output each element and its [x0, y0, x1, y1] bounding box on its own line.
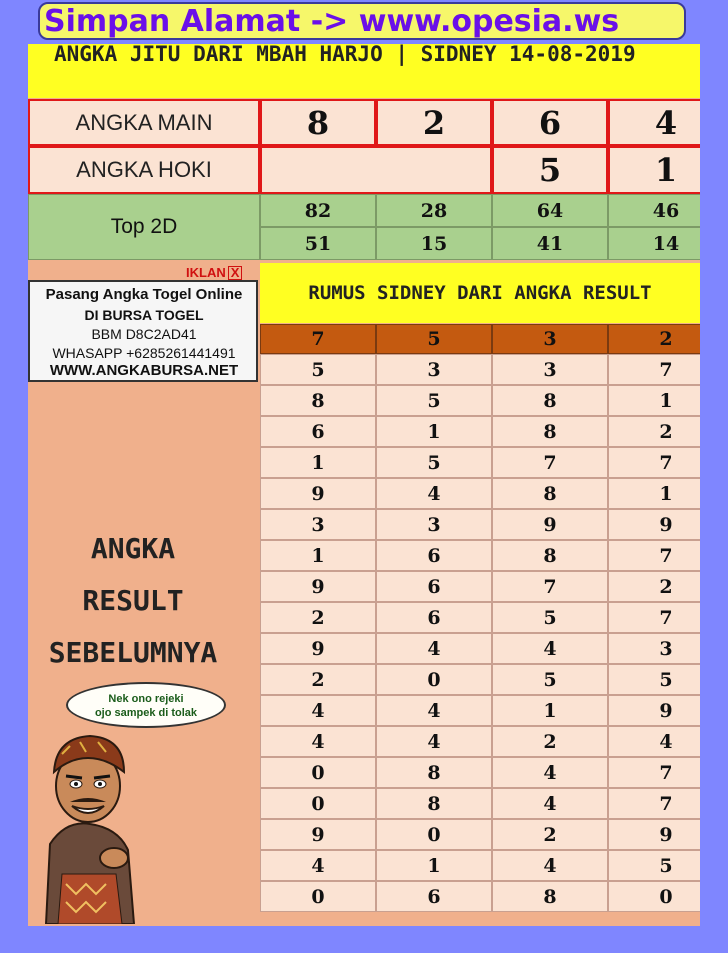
ad-line: DI BURSA TOGEL — [84, 307, 204, 323]
rumus-cell: 0 — [376, 664, 492, 695]
angka-hoki-label: ANGKA HOKI — [28, 146, 260, 194]
banner-text: Simpan Alamat -> www.opesia.ws — [44, 4, 620, 39]
rumus-header-cell: 5 — [376, 324, 492, 354]
bubble-line: ojo sampek di tolak — [94, 707, 198, 719]
bubble-line: Nek ono rejeki — [108, 693, 184, 705]
rumus-cell: 5 — [260, 354, 376, 385]
rumus-cell: 7 — [492, 447, 608, 478]
table-row — [28, 478, 700, 509]
rumus-cell: 1 — [376, 416, 492, 447]
rumus-cell: 4 — [376, 478, 492, 509]
angka-hoki-value: 5 — [492, 146, 608, 194]
rumus-cell: 8 — [492, 385, 608, 416]
rumus-cell: 9 — [608, 819, 700, 850]
ad-tag — [186, 266, 242, 280]
rumus-cell: 5 — [492, 664, 608, 695]
rumus-cell: 7 — [608, 540, 700, 571]
rumus-cell: 0 — [260, 881, 376, 912]
top2d-value: 14 — [608, 227, 700, 260]
rumus-cell: 9 — [260, 819, 376, 850]
result-label-line: ANGKA — [90, 532, 176, 565]
rumus-cell: 1 — [376, 850, 492, 881]
rumus-header-row — [28, 324, 700, 354]
ad-line: Pasang Angka Togel Online — [45, 286, 243, 303]
top2d-value: 82 — [260, 194, 376, 227]
rumus-header-cell: 3 — [492, 324, 608, 354]
rumus-cell: 4 — [260, 695, 376, 726]
rumus-cell: 7 — [492, 571, 608, 602]
top2d-label: Top 2D — [28, 194, 260, 260]
rumus-cell: 1 — [608, 478, 700, 509]
top2d-value: 41 — [492, 227, 608, 260]
rumus-cell: 5 — [376, 385, 492, 416]
rumus-cell: 4 — [260, 726, 376, 757]
rumus-cell: 7 — [608, 788, 700, 819]
ad-tag-label: IKLAN — [186, 265, 226, 280]
rumus-cell: 4 — [608, 726, 700, 757]
rumus-cell: 4 — [492, 850, 608, 881]
ad-line: BBM D8C2AD41 — [91, 326, 197, 342]
prediction-sheet — [28, 44, 700, 926]
rumus-cell: 3 — [608, 633, 700, 664]
rumus-cell: 9 — [260, 571, 376, 602]
rumus-cell: 8 — [492, 881, 608, 912]
rumus-cell: 6 — [260, 416, 376, 447]
rumus-cell: 4 — [492, 788, 608, 819]
rumus-title: RUMUS SIDNEY DARI ANGKA RESULT — [260, 263, 700, 323]
angka-main-value: 2 — [376, 99, 492, 146]
top2d-value: 46 — [608, 194, 700, 227]
rumus-cell: 9 — [260, 478, 376, 509]
ad-link[interactable]: WWW.ANGKABURSA.NET — [49, 362, 239, 379]
rumus-cell: 1 — [260, 540, 376, 571]
rumus-cell: 5 — [492, 602, 608, 633]
rumus-cell: 6 — [376, 571, 492, 602]
angka-main-row — [28, 99, 700, 146]
page-title: ANGKA JITU DARI MBAH HARJO | SIDNEY 14-08-2019 — [54, 44, 636, 66]
angka-hoki-empty — [260, 146, 492, 194]
rumus-cell: 8 — [260, 385, 376, 416]
rumus-cell: 1 — [492, 695, 608, 726]
rumus-cell: 6 — [376, 602, 492, 633]
title-bar — [28, 44, 700, 98]
rumus-cell: 3 — [260, 509, 376, 540]
angka-main-value: 6 — [492, 99, 608, 146]
rumus-cell: 0 — [608, 881, 700, 912]
rumus-cell: 3 — [376, 354, 492, 385]
rumus-cell: 4 — [260, 850, 376, 881]
rumus-cell: 4 — [492, 757, 608, 788]
rumus-cell: 8 — [376, 788, 492, 819]
rumus-cell: 4 — [492, 633, 608, 664]
rumus-cell: 2 — [492, 726, 608, 757]
rumus-header-cell: 7 — [260, 324, 376, 354]
table-row — [28, 447, 700, 478]
rumus-cell: 5 — [608, 664, 700, 695]
rumus-cell: 9 — [260, 633, 376, 664]
top2d-value: 15 — [376, 227, 492, 260]
angka-hoki-value: 1 — [608, 146, 700, 194]
rumus-cell: 8 — [492, 540, 608, 571]
rumus-cell: 7 — [608, 354, 700, 385]
rumus-cell: 8 — [376, 757, 492, 788]
rumus-cell: 7 — [608, 602, 700, 633]
rumus-cell: 2 — [260, 664, 376, 695]
top2d-value: 51 — [260, 227, 376, 260]
rumus-cell: 2 — [492, 819, 608, 850]
top2d-value: 64 — [492, 194, 608, 227]
table-row — [28, 354, 700, 385]
rumus-cell: 1 — [260, 447, 376, 478]
rumus-cell: 4 — [376, 633, 492, 664]
top2d-value: 28 — [376, 194, 492, 227]
rumus-cell: 5 — [376, 447, 492, 478]
angka-main-value: 4 — [608, 99, 700, 146]
rumus-cell: 9 — [608, 695, 700, 726]
rumus-cell: 0 — [376, 819, 492, 850]
angka-main-label: ANGKA MAIN — [28, 99, 260, 146]
rumus-cell: 2 — [260, 602, 376, 633]
angka-hoki-row — [28, 146, 700, 194]
mascot-illustration — [36, 724, 146, 924]
rumus-header-cell: 2 — [608, 324, 700, 354]
rumus-cell: 9 — [492, 509, 608, 540]
rumus-cell: 0 — [260, 788, 376, 819]
result-label-line: SEBELUMNYA — [48, 636, 218, 669]
table-row — [28, 416, 700, 447]
rumus-cell: 5 — [608, 850, 700, 881]
rumus-cell: 0 — [260, 757, 376, 788]
rumus-cell: 4 — [376, 695, 492, 726]
rumus-cell: 3 — [376, 509, 492, 540]
rumus-cell: 4 — [376, 726, 492, 757]
rumus-cell: 7 — [608, 447, 700, 478]
rumus-cell: 2 — [608, 416, 700, 447]
rumus-cell: 1 — [608, 385, 700, 416]
ad-line: WHASAPP +6285261441491 — [52, 345, 236, 361]
angka-main-value: 8 — [260, 99, 376, 146]
result-label-line: RESULT — [82, 584, 184, 617]
rumus-cell: 9 — [608, 509, 700, 540]
speech-bubble — [66, 682, 226, 728]
table-row — [28, 385, 700, 416]
rumus-cell: 2 — [608, 571, 700, 602]
rumus-cell: 6 — [376, 540, 492, 571]
rumus-cell: 8 — [492, 478, 608, 509]
rumus-cell: 3 — [492, 354, 608, 385]
rumus-cell: 7 — [608, 757, 700, 788]
ad-close-icon[interactable]: X — [228, 266, 243, 280]
rumus-cell: 6 — [376, 881, 492, 912]
rumus-cell: 8 — [492, 416, 608, 447]
top2d-block — [28, 194, 700, 260]
